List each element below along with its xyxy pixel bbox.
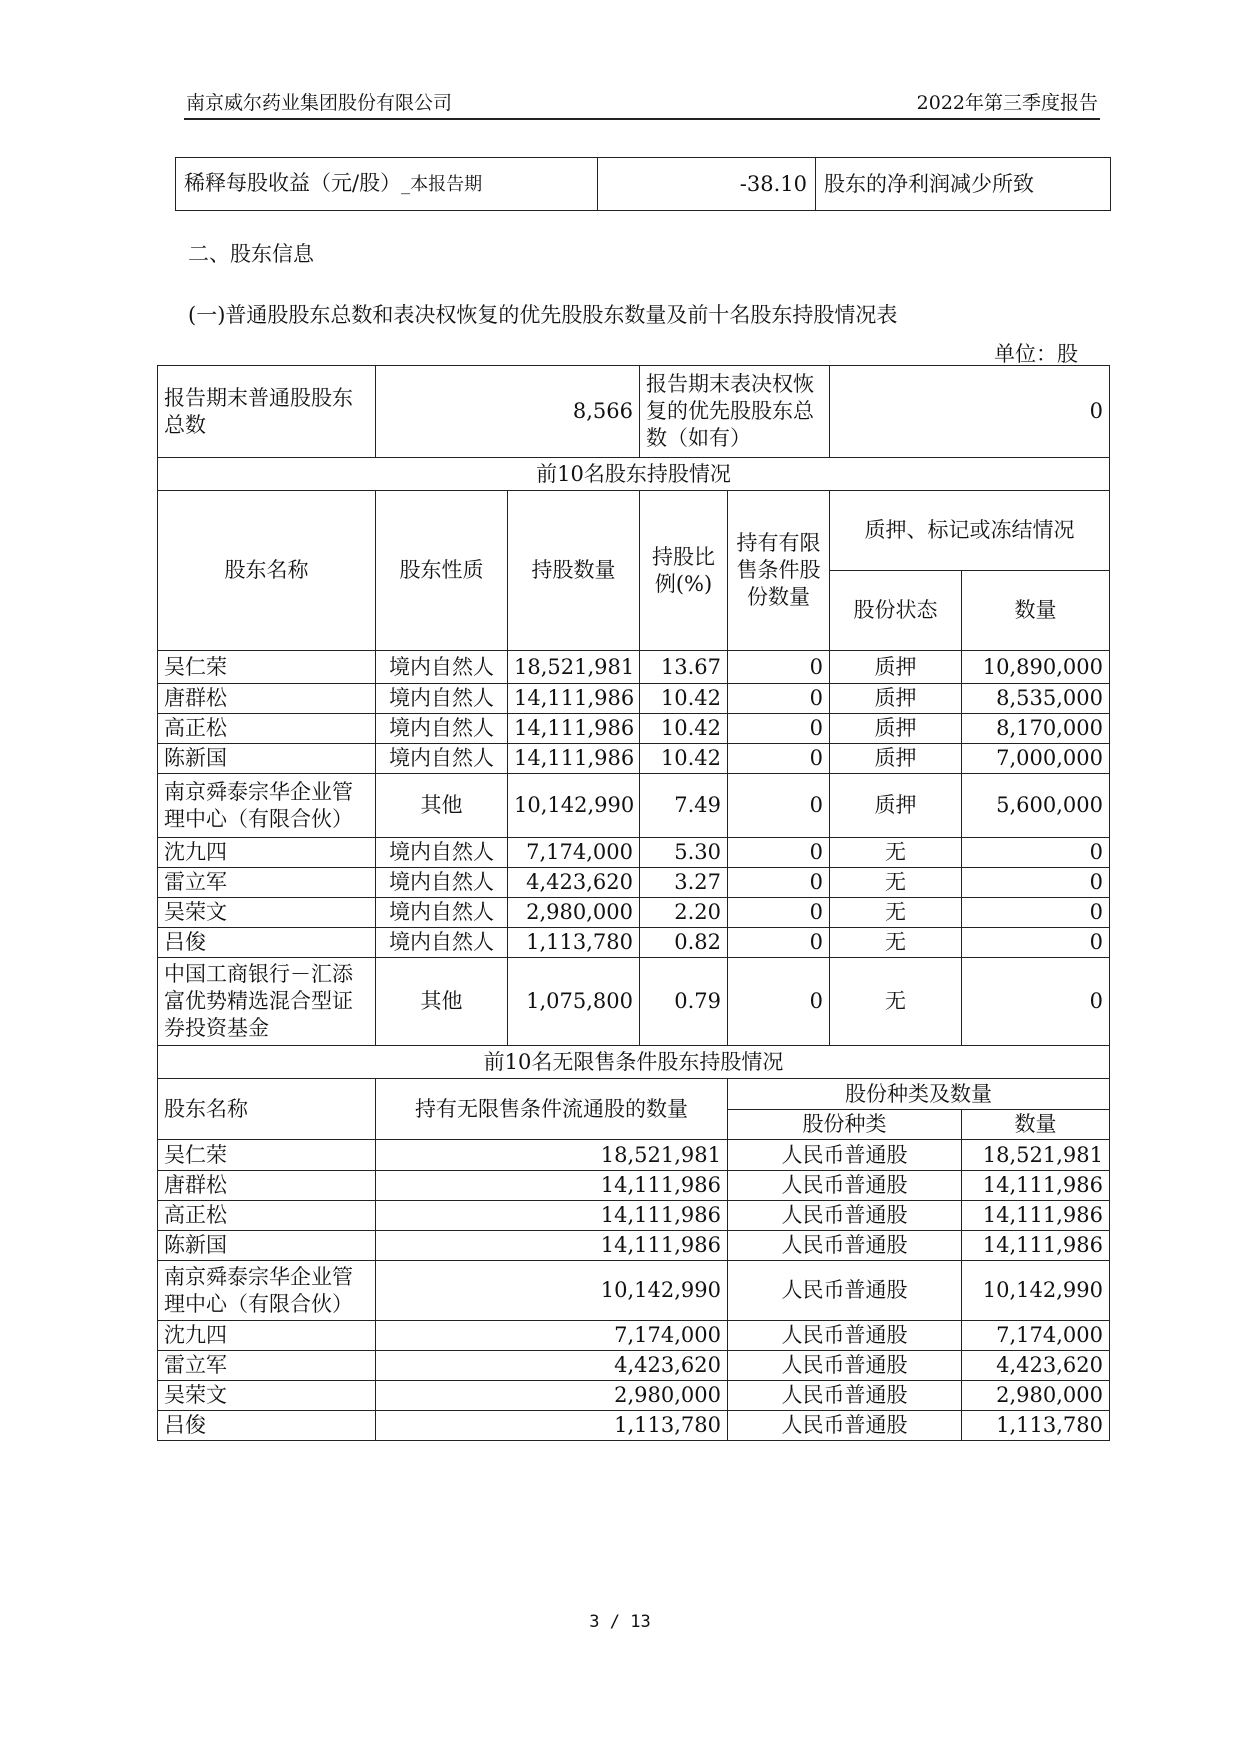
col-header-shares: 持股数量 (508, 491, 640, 651)
holder-pledge-qty: 0 (962, 898, 1110, 928)
holder-restricted: 0 (728, 838, 830, 868)
unrestricted-section (158, 1046, 1110, 1441)
company-name: 南京威尔药业集团股份有限公司 (186, 92, 453, 114)
u-share-amount: 14,111,986 (962, 1171, 1110, 1201)
holder-restricted: 0 (728, 958, 830, 1046)
u-holder-qty: 14,111,986 (376, 1201, 728, 1231)
eps-reason: 股东的净利润减少所致 (816, 158, 1111, 211)
eps-row (176, 158, 1111, 211)
unit-label: 单位：股 (994, 342, 1078, 366)
top10-title-row (158, 458, 1110, 491)
holder-shares: 1,075,800 (508, 958, 640, 1046)
u-share-type: 人民币普通股 (728, 1411, 962, 1441)
unrestricted-title-row (158, 1046, 1110, 1079)
holder-pledge-qty: 0 (962, 868, 1110, 898)
holder-name: 中国工商银行－汇添富优势精选混合型证券投资基金 (158, 958, 376, 1046)
top10-row (158, 714, 1110, 744)
u-share-amount: 7,174,000 (962, 1321, 1110, 1351)
col-header-u-name: 股东名称 (158, 1079, 376, 1140)
holder-nature: 境内自然人 (376, 928, 508, 958)
top10-row (158, 774, 1110, 838)
holder-pledge-qty: 0 (962, 958, 1110, 1046)
u-holder-qty: 7,174,000 (376, 1321, 728, 1351)
col-header-u-qty: 持有无限售条件流通股的数量 (376, 1079, 728, 1140)
holder-nature: 境内自然人 (376, 651, 508, 684)
col-header-restricted: 持有有限售条件股份数量 (728, 491, 830, 651)
holder-pledge-status: 质押 (830, 684, 962, 714)
summary-row (158, 366, 1110, 458)
unrestricted-row (158, 1201, 1110, 1231)
unrestricted-row (158, 1140, 1110, 1171)
holder-ratio: 13.67 (640, 651, 728, 684)
top10-row (158, 958, 1110, 1046)
holder-restricted: 0 (728, 774, 830, 838)
holder-ratio: 2.20 (640, 898, 728, 928)
holder-nature: 境内自然人 (376, 898, 508, 928)
unrestricted-row (158, 1321, 1110, 1351)
holder-pledge-status: 无 (830, 898, 962, 928)
col-header-u-type: 股份种类 (728, 1110, 962, 1140)
holder-shares: 14,111,986 (508, 714, 640, 744)
holder-name: 南京舜泰宗华企业管理中心（有限合伙） (158, 774, 376, 838)
holder-name: 吴仁荣 (158, 651, 376, 684)
u-holder-name: 沈九四 (158, 1321, 376, 1351)
holder-pledge-status: 无 (830, 928, 962, 958)
u-holder-name: 南京舜泰宗华企业管理中心（有限合伙） (158, 1261, 376, 1321)
holder-pledge-status: 质押 (830, 744, 962, 774)
col-header-ratio: 持股比例(%) (640, 491, 728, 651)
holder-ratio: 3.27 (640, 868, 728, 898)
unrestricted-row (158, 1351, 1110, 1381)
col-header-u-amount: 数量 (962, 1110, 1110, 1140)
eps-label: 稀释每股收益（元/股）_本报告期 (176, 158, 598, 211)
u-holder-qty: 18,521,981 (376, 1140, 728, 1171)
eps-value: -38.10 (598, 158, 816, 211)
holder-shares: 18,521,981 (508, 651, 640, 684)
holder-nature: 境内自然人 (376, 838, 508, 868)
holder-nature: 境内自然人 (376, 684, 508, 714)
u-holder-qty: 14,111,986 (376, 1171, 728, 1201)
u-holder-name: 吴仁荣 (158, 1140, 376, 1171)
holder-pledge-status: 无 (830, 838, 962, 868)
holder-shares: 1,113,780 (508, 928, 640, 958)
holder-shares: 14,111,986 (508, 684, 640, 714)
u-holder-name: 陈新国 (158, 1231, 376, 1261)
unrestricted-row (158, 1411, 1110, 1441)
holder-shares: 4,423,620 (508, 868, 640, 898)
top10-row (158, 651, 1110, 684)
holder-restricted: 0 (728, 714, 830, 744)
u-holder-name: 吴荣文 (158, 1381, 376, 1411)
u-holder-qty: 1,113,780 (376, 1411, 728, 1441)
holder-name: 陈新国 (158, 744, 376, 774)
section-title: 二、股东信息 (188, 242, 314, 266)
u-holder-name: 高正松 (158, 1201, 376, 1231)
shareholder-table (157, 365, 1110, 1441)
report-period: 2022年第三季度报告 (916, 92, 1098, 114)
holder-pledge-qty: 7,000,000 (962, 744, 1110, 774)
unrestricted-header-row (158, 1079, 1110, 1110)
holder-pledge-status: 无 (830, 958, 962, 1046)
top10-section (158, 366, 1110, 1046)
holder-restricted: 0 (728, 928, 830, 958)
u-share-amount: 4,423,620 (962, 1351, 1110, 1381)
col-header-name: 股东名称 (158, 491, 376, 651)
u-share-amount: 14,111,986 (962, 1201, 1110, 1231)
u-share-amount: 18,521,981 (962, 1140, 1110, 1171)
holder-pledge-status: 质押 (830, 774, 962, 838)
holder-nature: 其他 (376, 774, 508, 838)
holder-nature: 其他 (376, 958, 508, 1046)
u-share-type: 人民币普通股 (728, 1140, 962, 1171)
u-share-amount: 1,113,780 (962, 1411, 1110, 1441)
preferred-holders-label: 报告期末表决权恢复的优先股股东总数（如有） (640, 366, 830, 458)
u-holder-qty: 14,111,986 (376, 1231, 728, 1261)
eps-table (175, 157, 1111, 211)
u-share-amount: 2,980,000 (962, 1381, 1110, 1411)
top10-row (158, 684, 1110, 714)
holder-ratio: 10.42 (640, 714, 728, 744)
top10-row (158, 898, 1110, 928)
col-header-u-group: 股份种类及数量 (728, 1079, 1110, 1110)
holder-nature: 境内自然人 (376, 714, 508, 744)
holder-shares: 7,174,000 (508, 838, 640, 868)
top10-row (158, 744, 1110, 774)
top10-title: 前10名股东持股情况 (158, 458, 1110, 491)
holder-restricted: 0 (728, 684, 830, 714)
unrestricted-row (158, 1231, 1110, 1261)
top10-row (158, 838, 1110, 868)
holder-name: 高正松 (158, 714, 376, 744)
u-share-amount: 10,142,990 (962, 1261, 1110, 1321)
top10-row (158, 928, 1110, 958)
u-holder-name: 雷立军 (158, 1351, 376, 1381)
u-holder-qty: 4,423,620 (376, 1351, 728, 1381)
common-holders-label: 报告期末普通股股东总数 (158, 366, 376, 458)
holder-pledge-qty: 0 (962, 838, 1110, 868)
holder-name: 雷立军 (158, 868, 376, 898)
holder-shares: 10,142,990 (508, 774, 640, 838)
holder-pledge-qty: 8,170,000 (962, 714, 1110, 744)
u-share-amount: 14,111,986 (962, 1231, 1110, 1261)
unrestricted-row (158, 1261, 1110, 1321)
page-number: 3 / 13 (589, 1612, 651, 1632)
u-share-type: 人民币普通股 (728, 1261, 962, 1321)
holder-restricted: 0 (728, 868, 830, 898)
holder-ratio: 5.30 (640, 838, 728, 868)
holder-ratio: 0.79 (640, 958, 728, 1046)
u-share-type: 人民币普通股 (728, 1171, 962, 1201)
holder-ratio: 7.49 (640, 774, 728, 838)
col-header-pledge-group: 质押、标记或冻结情况 (830, 491, 1110, 571)
holder-shares: 14,111,986 (508, 744, 640, 774)
holder-nature: 境内自然人 (376, 744, 508, 774)
u-holder-name: 唐群松 (158, 1171, 376, 1201)
holder-pledge-status: 无 (830, 868, 962, 898)
subsection-title: (一)普通股股东总数和表决权恢复的优先股股东数量及前十名股东持股情况表 (188, 303, 898, 327)
col-header-nature: 股东性质 (376, 491, 508, 651)
holder-nature: 境内自然人 (376, 868, 508, 898)
holder-pledge-qty: 5,600,000 (962, 774, 1110, 838)
unrestricted-title: 前10名无限售条件股东持股情况 (158, 1046, 1110, 1079)
holder-restricted: 0 (728, 651, 830, 684)
holder-ratio: 10.42 (640, 684, 728, 714)
unrestricted-row (158, 1381, 1110, 1411)
holder-name: 吴荣文 (158, 898, 376, 928)
u-share-type: 人民币普通股 (728, 1201, 962, 1231)
holder-name: 吕俊 (158, 928, 376, 958)
unrestricted-row (158, 1171, 1110, 1201)
u-holder-name: 吕俊 (158, 1411, 376, 1441)
holder-pledge-qty: 10,890,000 (962, 651, 1110, 684)
u-share-type: 人民币普通股 (728, 1321, 962, 1351)
holder-pledge-status: 质押 (830, 714, 962, 744)
u-share-type: 人民币普通股 (728, 1351, 962, 1381)
col-header-pledge-qty: 数量 (962, 571, 1110, 651)
common-holders-value: 8,566 (376, 366, 640, 458)
holder-pledge-qty: 8,535,000 (962, 684, 1110, 714)
col-header-pledge-status: 股份状态 (830, 571, 962, 651)
top10-header-row (158, 491, 1110, 571)
u-share-type: 人民币普通股 (728, 1231, 962, 1261)
top10-row (158, 868, 1110, 898)
u-share-type: 人民币普通股 (728, 1381, 962, 1411)
holder-pledge-status: 质押 (830, 651, 962, 684)
holder-shares: 2,980,000 (508, 898, 640, 928)
preferred-holders-value: 0 (830, 366, 1110, 458)
u-holder-qty: 10,142,990 (376, 1261, 728, 1321)
holder-restricted: 0 (728, 898, 830, 928)
holder-name: 沈九四 (158, 838, 376, 868)
holder-ratio: 0.82 (640, 928, 728, 958)
holder-ratio: 10.42 (640, 744, 728, 774)
holder-pledge-qty: 0 (962, 928, 1110, 958)
holder-name: 唐群松 (158, 684, 376, 714)
page-header (184, 86, 1100, 120)
holder-restricted: 0 (728, 744, 830, 774)
u-holder-qty: 2,980,000 (376, 1381, 728, 1411)
